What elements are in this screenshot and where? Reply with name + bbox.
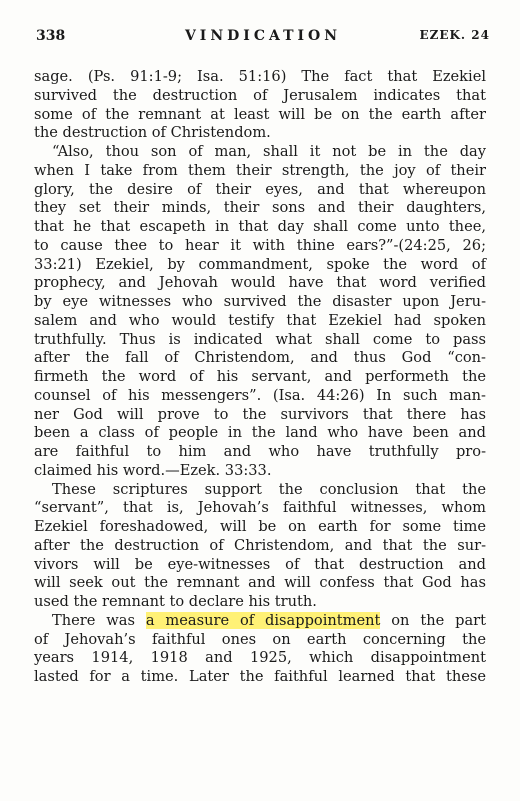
text-line: salem and who would testify that Ezekiel had spoken — [34, 311, 486, 329]
text-line: years 1914, 1918 and 1925, which disappointment — [34, 649, 486, 667]
text-line: These scriptures support the conclusion that the — [52, 480, 486, 498]
chapter-reference: EZEK. 24 — [419, 28, 490, 42]
running-header — [36, 28, 490, 48]
text-line: used the remnant to declare his truth. — [34, 593, 317, 610]
text-line: the destruction of Christendom. — [34, 124, 271, 142]
text-line: of Jehovah’s faithful ones on earth concerning the — [34, 630, 486, 648]
text-line: glory, the desire of their eyes, and that whereupon — [34, 180, 486, 198]
text-line: 33:21) Ezekiel, by commandment, spoke the word of — [34, 255, 486, 273]
text-line: “Also, thou son of man, shall it not be in the day — [52, 143, 486, 160]
text-line: been a class of people in the land who have been and — [34, 424, 486, 442]
text-line: counsel of his messengers”. (Isa. 44:26) In such man- — [34, 386, 486, 404]
text-line: prophecy, and Jehovah would have that word verified — [34, 274, 486, 292]
text-line: some of the remnant at least will be on the earth after — [34, 105, 486, 123]
text-line: by eye witnesses who survived the disaster upon Jeru- — [34, 293, 486, 310]
text-line: when I take from them their strength, the joy of their — [34, 161, 486, 179]
text-line: firmeth the word of his servant, and performeth the — [34, 368, 486, 385]
text-line: lasted for a time. Later the faithful learned that these — [34, 668, 486, 685]
text-line: to cause thee to hear it with thine ears?”-(24:25, 26; — [34, 236, 486, 254]
page-number: 338 — [36, 28, 66, 44]
page-body-text — [34, 68, 486, 687]
text-line: sage. (Ps. 91:1-9; Isa. 51:16) The fact that Ezekiel — [34, 68, 486, 85]
text-line: survived the destruction of Jerusalem indicates that — [34, 86, 486, 104]
running-title: VINDICATION — [184, 28, 342, 44]
text-line: Ezekiel foreshadowed, will be on earth for some time — [34, 518, 486, 535]
text-line: that he that escapeth in that day shall come unto thee, — [34, 218, 486, 235]
text-line: ner God will prove to the survivors that there has — [34, 405, 486, 423]
text-line: after the fall of Christendom, and thus God “con- — [34, 349, 486, 367]
text-line: are faithful to him and who have truthfully pro- — [34, 443, 486, 460]
highlighted-phrase: a measure of disappointment — [145, 611, 381, 629]
text-line: they set their minds, their sons and their daughters, — [34, 199, 486, 217]
text-line: “servant”, that is, Jehovah’s faithful witnesses, whom — [34, 499, 486, 517]
text-segment: There was — [52, 611, 146, 629]
text-line: vivors will be eye-witnesses of that destruction and — [34, 555, 486, 573]
text-line: truthfully. Thus is indicated what shall come to pass — [34, 330, 486, 348]
text-segment: on the part — [380, 611, 487, 629]
text-line: will seek out the remnant and will confess that God has — [34, 574, 486, 592]
text-line: after the destruction of Christendom, and that the sur- — [34, 536, 486, 554]
text-line: claimed his word.—Ezek. 33:33. — [34, 461, 272, 479]
text-line — [34, 612, 486, 631]
